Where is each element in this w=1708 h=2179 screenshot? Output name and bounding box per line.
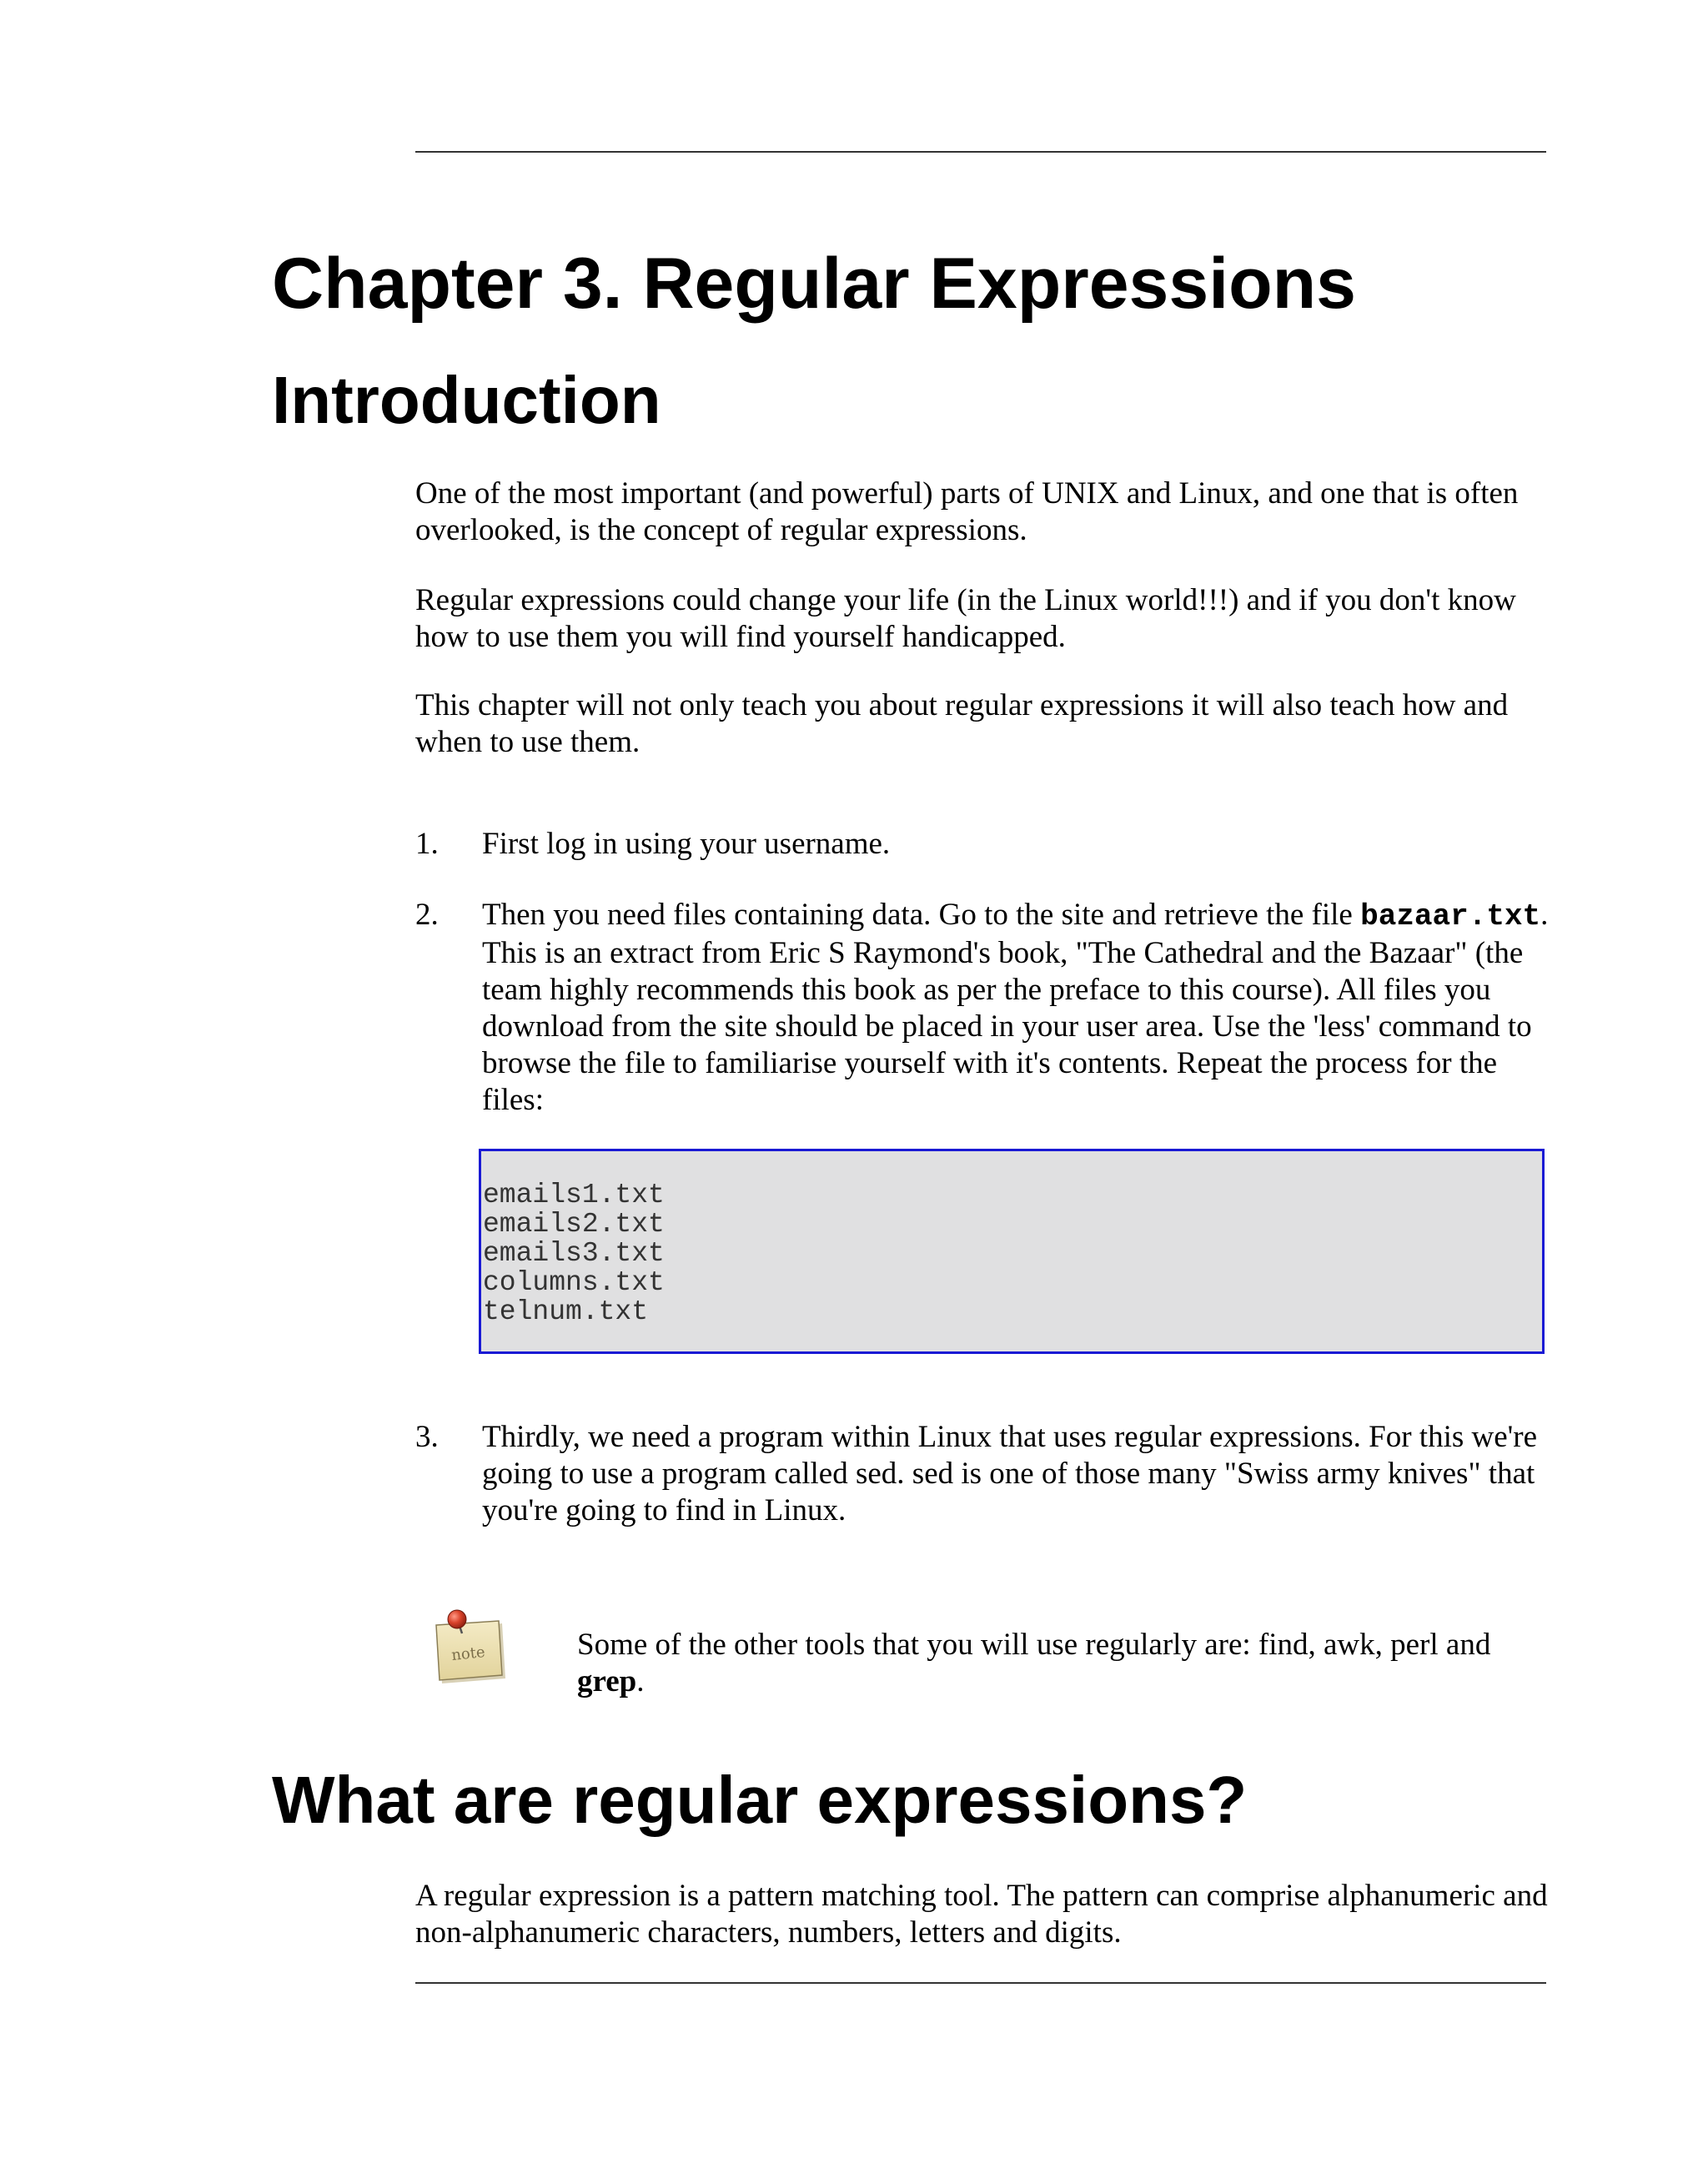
section-paragraph: A regular expression is a pattern matching tool. The pattern can comprise alphanumeric and non-alphanumeric characters, numbers, letters and digits.	[415, 1879, 1548, 1950]
intro-paragraph: Regular expressions could change your life (in the Linux world!!!) and if you don't know how to use them you will find yourself handicapped.	[415, 583, 1516, 654]
step-number: 2.	[415, 898, 439, 932]
svg-text:note: note	[450, 1643, 486, 1665]
section-heading-what-are-regex: What are regular expressions?	[272, 1763, 1248, 1837]
note-text-part: Some of the other tools that you will use regularly are: find, awk, perl and	[577, 1628, 1491, 1662]
note-text-part: .	[636, 1664, 645, 1698]
step-text-part: Then you need files containing data. Go to the site and retrieve the file	[482, 898, 1361, 932]
file-name: emails3.txt	[483, 1238, 665, 1269]
step-text	[482, 897, 1550, 1119]
file-name: emails2.txt	[483, 1209, 665, 1240]
chapter-title: Chapter 3. Regular Expressions	[272, 244, 1356, 324]
step-text-part: . This is an extract from Eric S Raymond's book, "The Cathedral and the Bazaar" (the team highly recommends this book as per the preface to this course). All files you download from the site should be placed in your user area. Use the 'less' command to browse the file to familiarise yourself with it's contents. Repeat the process for the files:	[482, 898, 1549, 1117]
step-number: 3.	[415, 1420, 439, 1454]
note-text	[577, 1627, 1545, 1700]
bottom-rule	[415, 1982, 1546, 1984]
step-number: 1.	[415, 827, 439, 861]
filename-code: bazaar.txt	[1360, 899, 1541, 933]
intro-paragraph: This chapter will not only teach you about regular expressions it will also teach how and when to use them.	[415, 688, 1509, 759]
step-text: Thirdly, we need a program within Linux that uses regular expressions. For this we're going to use a program called sed. sed is one of those many "Swiss army knives" that you're going to find in Linux.	[482, 1420, 1538, 1527]
file-name: telnum.txt	[483, 1296, 649, 1327]
file-list-code-block	[479, 1149, 1545, 1354]
note-icon	[432, 1608, 509, 1688]
section-heading-introduction: Introduction	[272, 363, 661, 437]
file-name: columns.txt	[483, 1267, 665, 1298]
grep-bold: grep	[577, 1664, 637, 1698]
file-name: emails1.txt	[483, 1180, 665, 1210]
intro-paragraph: One of the most important (and powerful) parts of UNIX and Linux, and one that is often overlooked, is the concept of regular expressions.	[415, 476, 1519, 547]
top-rule	[415, 151, 1546, 153]
step-text: First log in using your username.	[482, 827, 891, 861]
